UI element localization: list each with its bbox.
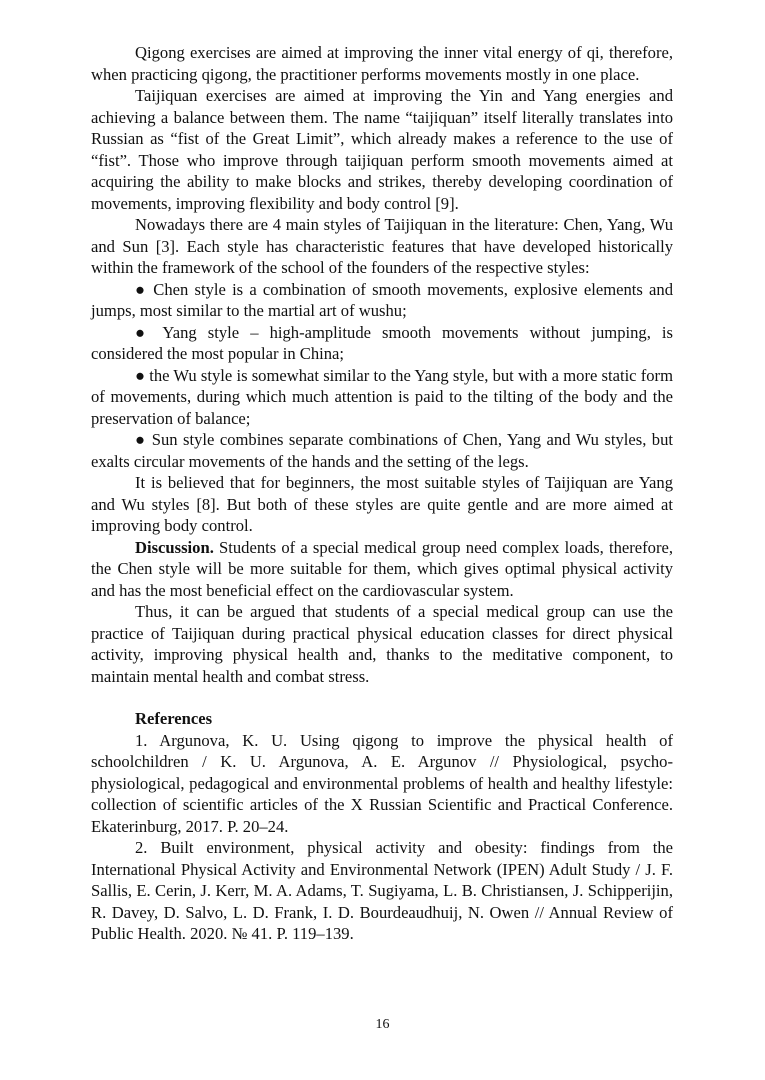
paragraph-qigong: Qigong exercises are aimed at improving the inner vital energy of qi, therefore, when practicing qigong, the practitioner performs movements mostly in one place.: [91, 43, 673, 84]
list-item-chen-style: ● Chen style is a combination of smooth movements, explosive elements and jumps, most similar to the martial art of wushu;: [91, 279, 673, 320]
page-number: 16: [375, 1017, 390, 1032]
list-item-sun-style: ● Sun style combines separate combinations of Chen, Yang and Wu styles, but exalts circular movements of the hands and the setting of the legs.: [91, 430, 673, 471]
references-heading: References: [135, 709, 213, 728]
paragraph-styles-intro: Nowadays there are 4 main styles of Taijiquan in the literature: Chen, Yang, Wu and Sun [3]. Each style has characteristic features that have developed historically within the framework of the school of the founders of the respective styles:: [91, 215, 673, 277]
paragraph-discussion: [91, 537, 673, 602]
list-item-wu-style: ● the Wu style is somewhat similar to the Yang style, but with a more static form of movements, during which much attention is paid to the tilting of the body and the preservation of balance;: [91, 365, 673, 428]
reference-item: 2. Built environment, physical activity and obesity: findings from the International Physical Activity and Environmental Network (IPEN) Adult Study / J. F. Sallis, E. Cerin, J. Kerr, M. A. Adams, T. Sugiyama, L. B. Christiansen, J. Schipperijin, R. Davey, D. Salvo, L. D. Frank, I. D. Bourdeaudhuij, N. Owen // Annual Review of Public Health. 2020. № 41. P. 119–139.: [91, 838, 673, 943]
discussion-text: Students of a special medical group need complex loads, therefore, the Chen style will be more suitable for them, which gives optimal physical activity and has the most beneficial effect on the cardiovascular system.: [91, 537, 673, 600]
list-item-yang-style: ● Yang style – high-amplitude smooth movements without jumping, is considered the most popular in China;: [91, 322, 673, 363]
reference-item: 1. Argunova, K. U. Using qigong to improve the physical health of schoolchildren / K. U. Argunova, A. E. Argunov // Physiological, psycho-physiological, pedagogical and environmental problems of health and healthy lifestyle: collection of scientific articles of the X Russian Scientific and Practical Conference. Ekaterinburg, 2017. P. 20–24.: [91, 730, 673, 836]
discussion-label: Discussion.: [135, 537, 214, 557]
paragraph-taijiquan: Taijiquan exercises are aimed at improving the Yin and Yang energies and achieving a balance between them. The name “taijiquan” itself literally translates into Russian as “fist of the Great Limit”, which already makes a reference to the use of “fist”. Those who improve through taijiquan perform smooth movements aimed at acquiring the ability to make blocks and strikes, thereby developing coordination of movements, improving flexibility and body control [9].: [91, 86, 673, 213]
document-page: [91, 42, 673, 945]
paragraph-conclusion: Thus, it can be argued that students of a special medical group can use the practice of Taijiquan during practical physical education classes for direct physical activity, improving physical health and, thanks to the meditative component, to maintain mental health and combat stress.: [91, 602, 673, 686]
section-gap: [91, 687, 673, 708]
paragraph-beginners: It is believed that for beginners, the most suitable styles of Taijiquan are Yang and Wu styles [8]. But both of these styles are quite gentle and are more aimed at improving body control.: [91, 473, 673, 535]
